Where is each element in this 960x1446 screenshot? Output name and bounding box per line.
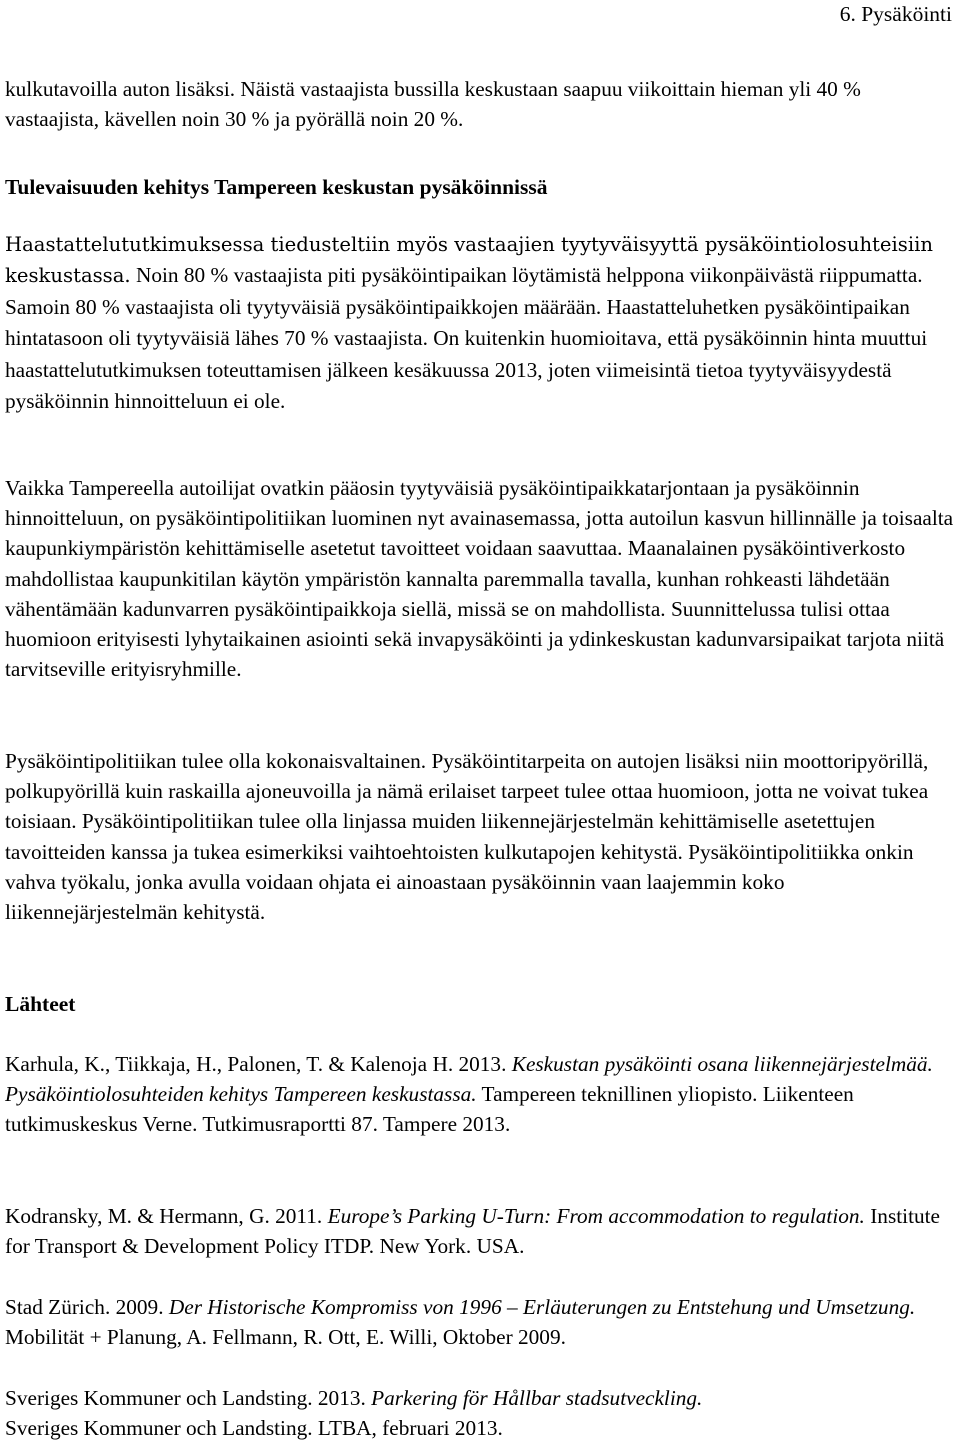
reference-publisher: Mobilität + Planung, A. Fellmann, R. Ott, E. Willi, Oktober 2009. (5, 1325, 566, 1350)
reference-item (5, 1292, 957, 1352)
section-heading: Tulevaisuuden kehitys Tampereen keskustan pysäköinnissä (5, 175, 548, 199)
satisfaction-intro: Haastattelututkimuksessa tiedusteltiin myös vastaajien tyytyväisyyttä pysäköintiolosuhteisiin keskustassa. (5, 233, 934, 288)
reference-title: Europe’s Parking U-Turn: From accommodation to regulation. (327, 1204, 865, 1228)
reference-item (5, 1049, 957, 1140)
reference-publisher: Tampereen teknillinen yliopisto. Liikenteen tutkimuskeskus Verne. Tutkimusraportti 87. Tampere 2013. (5, 1082, 854, 1137)
reference-publisher: Institute for Transport & Development Policy ITDP. New York. USA. (5, 1204, 941, 1259)
intro-paragraph: kulkutavoilla auton lisäksi. Näistä vastaajista bussilla keskustaan saapuu viikoittain hieman yli 40 % vastaajista, kävellen noin 30 % ja pyörällä noin 20 %. (5, 77, 861, 132)
reference-item (5, 1413, 957, 1443)
reference-authors: Kodransky, M. & Hermann, G. 2011. (5, 1204, 328, 1228)
satisfaction-caveat: On kuitenkin huomioitava, että pysäköinnin hinta muuttui haastattelututkimuksen toteuttamisen jälkeen kesäkuussa 2013, joten viimeisintä tietoa tyytyväisyydestä pysäköinnin hinnoitteluun ei ole. (5, 326, 928, 414)
satisfaction-finding-easy: Noin 80 % vastaajista piti pysäköintipaikan löytämistä helppona viikonpäivästä riippumatta. (130, 263, 923, 288)
policy-paragraph: Vaikka Tampereella autoilijat ovatkin pääosin tyytyväisiä pysäköintipaikkatarjontaan ja pysäköinnin hinnoitteluun, on pysäköintipolitiikan luominen nyt avainasemassa, jotta autoilun kasvun hillinnälle ja toisaalta kaupunkiympäristön kehittämiselle asetetut tavoitteet voidaan saavuttaa. Maanalainen pysäköintiverkosto mahdollistaa kaupunkitilan käytön ympäristön kannalta paremmalla tavalla, kunhan rohkeasti lähdetään vähentämään kadunvarren pysäköintipaikkoja siellä, missä se on mahdollista. Suunnittelussa tulisi ottaa huomioon erityisesti lyhytaikainen asiointi sekä invapysäköinti ja ydinkeskustan kadunvarsipaikat tarjota niitä tarvitseville erityisryhmille. (5, 476, 954, 682)
page-header-chapter: 6. Pysäköinti (839, 2, 952, 26)
reference-authors: Karhula, K., Tiikkaja, H., Palonen, T. & Kalenoja H. 2013. (5, 1052, 512, 1076)
satisfaction-paragraph (5, 230, 957, 417)
reference-authors: Sveriges Kommuner och Landsting. 2013. (5, 1386, 372, 1410)
reference-title: Keskustan pysäköinti osana liikennejärjestelmää. Pysäköintiolosuhteiden kehitys Tampereen keskustassa. (5, 1052, 933, 1107)
reference-title: Parkering för Hållbar stadsutveckling. (371, 1386, 703, 1410)
reference-authors: Sveriges Kommuner och Landsting. LTBA, februari 2013. (5, 1416, 503, 1440)
reference-item (5, 1383, 957, 1413)
holistic-paragraph: Pysäköintipolitiikan tulee olla kokonaisvaltainen. Pysäköintitarpeita on autojen lisäksi niin moottoripyörillä, polkupyörillä kuin raskailla ajoneuvoilla ja nämä erilaiset tarpeet tulee ottaa huomioon, jotta ne voivat tukea toisiaan. Pysäköintipolitiikan tulee olla linjassa muiden liikennejärjestelmän kehittämiselle asetettujen tavoitteiden kanssa ja tukea esimerkiksi vaihtoehtoisten kulkutapojen kehitystä. Pysäköintipolitiikka onkin vahva työkalu, jonka avulla voidaan ohjata ei ainoastaan pysäköinnin vaan laajemmin koko liikennejärjestelmän kehitystä. (5, 749, 929, 925)
satisfaction-finding-price: Haastatteluhetken pysäköintipaikan hintatasoon oli tyytyväisiä lähes 70 % vastaajista. (5, 294, 910, 351)
references-heading: Lähteet (5, 992, 76, 1016)
reference-authors: Stad Zürich. 2009. (5, 1295, 169, 1319)
reference-title: Der Historische Kompromiss von 1996 – Erläuterungen zu Entstehung und Umsetzung. (168, 1295, 916, 1319)
satisfaction-finding-amount: Samoin 80 % vastaajista oli tyytyväisiä pysäköintipaikkojen määrään. (5, 294, 602, 319)
reference-item (5, 1201, 957, 1261)
